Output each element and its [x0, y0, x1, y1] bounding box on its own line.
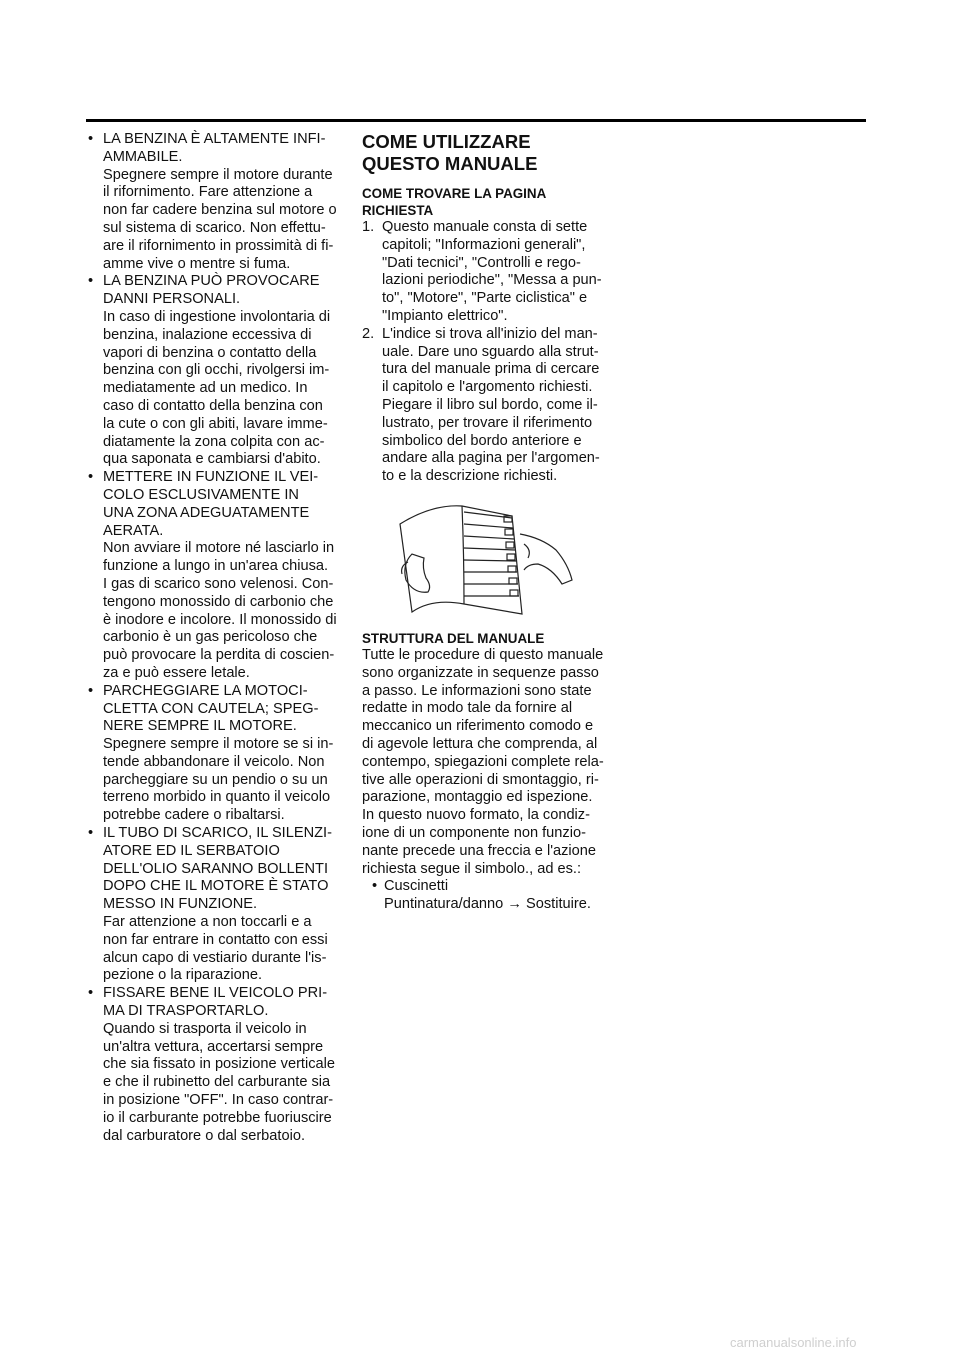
item-line: to", "Motore", "Parte ciclistica" e: [382, 290, 588, 307]
bullet-body-line: dal carburatore o dal serbatoio.: [103, 1127, 306, 1144]
paragraph-line: nante precede una freccia e l'azione: [362, 842, 597, 859]
bullet-item: [88, 469, 344, 683]
subsection-title-line: RICHIESTA: [362, 203, 434, 218]
bullet-heading-line: ATORE ED IL SERBATOIO: [103, 842, 280, 859]
bullet-body-line: la cute o con gli abiti, lavare imme-: [103, 415, 328, 432]
bullet-heading-line: LA BENZINA PUÒ PROVOCARE: [103, 273, 320, 290]
bullet-dot: •: [88, 985, 94, 1002]
bullet-body-line: Quando si trasporta il veicolo in: [103, 1020, 307, 1037]
bullet-body-line: non far entrare in contatto con essi: [103, 931, 328, 948]
bullet-heading-line: FISSARE BENE IL VEICOLO PRI-: [103, 985, 328, 1002]
item-line: simbolico del bordo anteriore e: [382, 432, 582, 449]
numbered-item: [362, 326, 612, 486]
bullet-heading-line: DELL'OLIO SARANNO BOLLENTI: [103, 860, 329, 877]
bullet-body-line: are il rifornimento in prossimità di fi-: [103, 237, 334, 254]
bullet-body-line: tende abbandonare il veicolo. Non: [103, 753, 325, 770]
bullet-heading-line: DOPO CHE IL MOTORE È STATO: [103, 878, 329, 895]
paragraph-line: ione di un componente non funzio-: [362, 824, 586, 841]
bullet-body-line: vapori di benzina o contatto della: [103, 344, 317, 361]
bullet-body-line: In caso di ingestione involontaria di: [103, 308, 331, 325]
bullet-heading-line: PARCHEGGIARE LA MOTOCI-: [103, 682, 308, 699]
bullet-body-line: benzina, inalazione eccessiva di: [103, 326, 312, 343]
bullet-body-line: in posizione "OFF". In caso contrar-: [103, 1092, 334, 1109]
bullet-item: [88, 985, 344, 1145]
numbered-item: [362, 219, 612, 326]
bullet-body-line: I gas di scarico sono velenosi. Con-: [103, 575, 334, 592]
arrow-icon: →: [507, 896, 522, 913]
item-line: Piegare il libro sul bordo, come il-: [382, 396, 598, 413]
bullet-body-line: diatamente la zona colpita con ac-: [103, 433, 325, 450]
bullet-body-line: mediatamente ad un medico. In: [103, 380, 308, 397]
subsection-title-line: COME TROVARE LA PAGINA: [362, 186, 547, 201]
example-condition-line: [384, 896, 612, 914]
bullet-heading-line: CLETTA CON CAUTELA; SPEG-: [103, 700, 319, 717]
bullet-dot: •: [88, 131, 94, 147]
bullet-dot: •: [88, 682, 94, 699]
item-line: "Dati tecnici", "Controlli e rego-: [382, 254, 581, 271]
item-number: 2.: [362, 325, 375, 342]
bullet-dot: •: [88, 469, 94, 486]
paragraph-line: parazione, montaggio ed ispezione.: [362, 789, 593, 806]
bullet-body-line: Non avviare il motore né lasciarlo in: [103, 540, 335, 557]
item-number: 1.: [362, 219, 375, 235]
paragraph-line: a passo. Le informazioni sono state: [362, 682, 592, 699]
bullet-body-line: pezione o la riparazione.: [103, 967, 263, 984]
bullet-body-line: Spegnere sempre il motore se si in-: [103, 736, 334, 753]
bullet-body-line: non far cadere benzina sul motore o: [103, 202, 337, 219]
item-line: tura del manuale prima di cercare: [382, 361, 600, 378]
bullet-heading-line: NERE SEMPRE IL MOTORE.: [103, 718, 297, 735]
bullet-dot: •: [88, 273, 94, 290]
item-line: lazioni periodiche", "Messa a pun-: [382, 272, 602, 289]
bullet-body-line: za e può essere letale.: [103, 664, 250, 681]
bullet-body-line: qua saponata e cambiarsi d'abito.: [103, 451, 321, 468]
item-line: to e la descrizione richiesti.: [382, 468, 558, 485]
header-rule: [86, 119, 866, 122]
bullet-body-line: Spegnere sempre il motore durante: [103, 166, 333, 183]
bullet-body-line: che sia fissato in posizione verticale: [103, 1056, 335, 1073]
bullet-dot: •: [372, 878, 378, 895]
example-action: Sostituire.: [526, 896, 591, 913]
bullet-body-line: caso di contatto della benzina con: [103, 397, 323, 414]
paragraph-line: di agevole lettura che comprenda, al: [362, 735, 598, 752]
bullet-body-line: è inodore e incolore. Il monossido di: [103, 611, 337, 628]
bullet-body-line: parcheggiare su un pendio o su un: [103, 771, 328, 788]
subsection-title: [362, 185, 612, 219]
item-line: Questo manuale consta di sette: [382, 219, 588, 235]
bullet-body-line: potrebbe cadere o ribaltarsi.: [103, 807, 285, 824]
item-line: il capitolo e l'argomento richiesti.: [382, 379, 593, 396]
bullet-body-line: benzina con gli occhi, rivolgersi im-: [103, 362, 330, 379]
bullet-body-line: può provocare la perdita di coscien-: [103, 647, 335, 664]
bullet-heading-line: METTERE IN FUNZIONE IL VEI-: [103, 469, 319, 486]
bullet-heading-line: COLO ESCLUSIVAMENTE IN: [103, 486, 299, 503]
section-title: [362, 131, 612, 175]
bullet-body-line: e che il rubinetto del carburante sia: [103, 1074, 331, 1091]
bullet-heading-line: IL TUBO DI SCARICO, IL SILENZI-: [103, 825, 332, 842]
bullet-heading-line: AMMABILE.: [103, 148, 183, 165]
bullet-body-line: amme vive o mentre si fuma.: [103, 255, 291, 272]
paragraph-line: tive alle operazioni di smontaggio, ri-: [362, 771, 599, 788]
book-edge-illustration: [392, 494, 582, 624]
example-item-name: Cuscinetti: [384, 878, 449, 895]
paragraph-line: richiesta segue il simbolo., ad es.:: [362, 860, 582, 877]
bullet-body-line: un'altra vettura, accertarsi sempre: [103, 1038, 324, 1055]
item-line: uale. Dare uno sguardo alla strut-: [382, 343, 599, 360]
bullet-body-line: sul sistema di scarico. Non effettu-: [103, 219, 326, 236]
footer-watermark: carmanualsonline.info: [730, 1335, 857, 1350]
paragraph-line: sono organizzate in sequenze passo: [362, 664, 599, 681]
left-column: [88, 131, 344, 1145]
bullet-heading-line: MESSO IN FUNZIONE.: [103, 896, 258, 913]
paragraph-line: redatte in modo tale da fornire al: [362, 700, 573, 717]
paragraph-line: In questo nuovo formato, la condiz-: [362, 807, 590, 824]
paragraph-line: Tutte le procedure di questo manuale: [362, 646, 604, 663]
item-line: "Impianto elettrico".: [382, 307, 508, 324]
bullet-heading-line: AERATA.: [103, 522, 164, 539]
bullet-heading-line: DANNI PERSONALI.: [103, 291, 241, 308]
bullet-heading-line: MA DI TRASPORTARLO.: [103, 1003, 269, 1020]
item-line: capitoli; "Informazioni generali",: [382, 236, 586, 253]
bullet-body-line: carbonio è un gas pericoloso che: [103, 629, 318, 646]
bullet-body-line: terreno morbido in quanto il veicolo: [103, 789, 331, 806]
bullet-body-line: funzione a lungo in un'area chiusa.: [103, 558, 329, 575]
bullet-body-line: alcun capo di vestiario durante l'is-: [103, 949, 327, 966]
example-condition: Puntinatura/danno: [384, 896, 504, 913]
right-column: [362, 131, 612, 914]
section-title-line: QUESTO MANUALE: [362, 153, 538, 174]
subsection-title-line: STRUTTURA DEL MANUALE: [362, 630, 545, 646]
bullet-item: [88, 825, 344, 985]
bullet-body-line: tengono monossido di carbonio che: [103, 593, 334, 610]
bullet-heading-line: LA BENZINA È ALTAMENTE INFI-: [103, 131, 326, 147]
bullet-body-line: Far attenzione a non toccarli e a: [103, 914, 312, 931]
bullet-heading-line: UNA ZONA ADEGUATAMENTE: [103, 504, 310, 521]
bullet-body-line: il rifornimento. Fare attenzione a: [103, 184, 313, 201]
section-title-line: COME UTILIZZARE: [362, 131, 531, 152]
bullet-body-line: io il carburante potrebbe fuoriuscire: [103, 1109, 332, 1126]
bullet-item: [88, 683, 344, 825]
bullet-item: [88, 273, 344, 469]
subsection-title: [362, 630, 612, 647]
bullet-item: [88, 131, 344, 273]
example-item: [362, 878, 612, 914]
item-line: andare alla pagina per l'argomen-: [382, 450, 600, 467]
bullet-dot: •: [88, 825, 94, 842]
item-line: L'indice si trova all'inizio del man-: [382, 325, 598, 342]
paragraph-line: meccanico un riferimento comodo e: [362, 718, 594, 735]
item-line: lustrato, per trovare il riferimento: [382, 414, 593, 431]
paragraph-line: contempo, spiegazioni complete rela-: [362, 753, 604, 770]
